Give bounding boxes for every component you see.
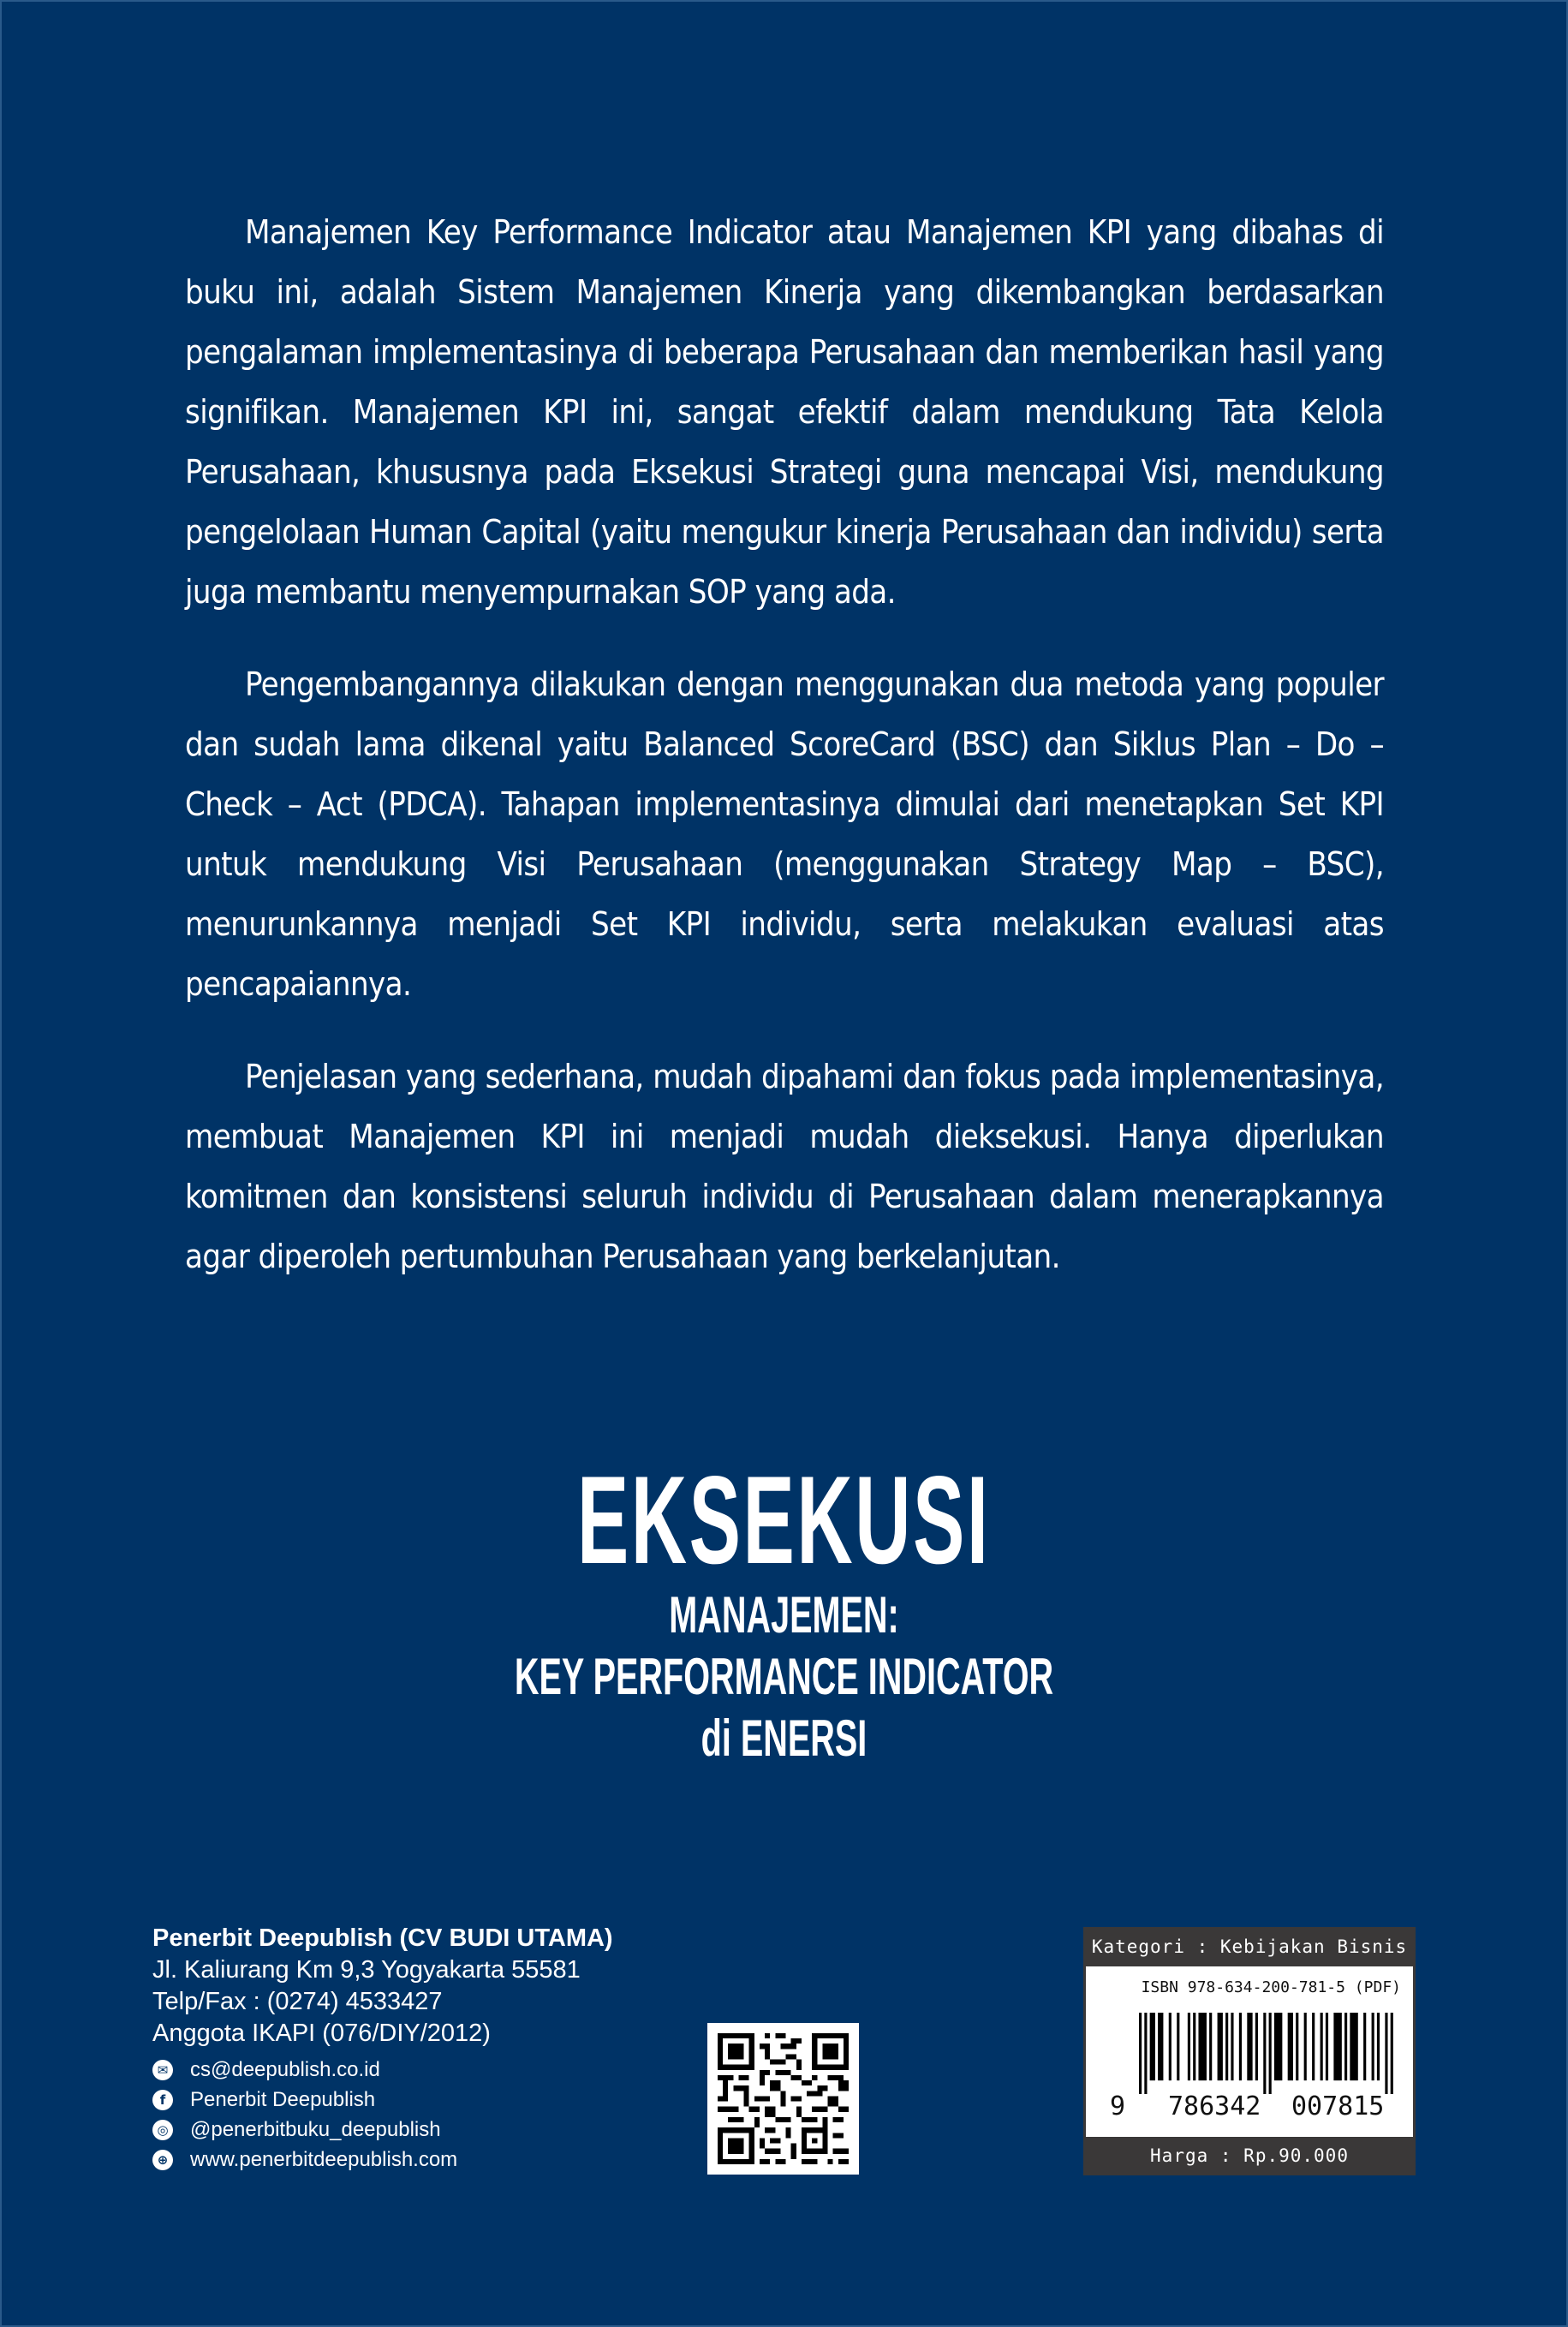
barcode-digit-first: 9 bbox=[1110, 2091, 1126, 2121]
contact-instagram[interactable] bbox=[152, 2115, 613, 2145]
barcode-icon bbox=[1139, 2013, 1396, 2094]
contact-facebook-text: Penerbit Deepublish bbox=[190, 2087, 376, 2111]
category-label: Kategori : Kebijakan Bisnis bbox=[1091, 1936, 1408, 1957]
instagram-icon: ◎ bbox=[152, 2120, 173, 2140]
qr-code[interactable] bbox=[707, 2023, 859, 2175]
publisher-membership: Anggota IKAPI (076/DIY/2012) bbox=[152, 2020, 491, 2047]
contact-website-text: www.penerbitdeepublish.com bbox=[190, 2147, 458, 2171]
back-cover-blurb bbox=[185, 202, 1384, 1319]
blurb-paragraph-2: Pengembangannya dilakukan dengan menggunakan dua metoda yang populer dan sudah lama dikenal yaitu Balanced ScoreCard (BSC) dan Siklus Plan – Do – Check – Act (PDCA). Tahapan implementasinya dimulai dari menetapkan Set KPI untuk mendukung Visi Perusahaan (menggunakan Strategy Map – BSC), menurunkannya menjadi Set KPI individu, serta melakukan evaluasi atas pencapaiannya. bbox=[185, 665, 1384, 1003]
title-line-3: KEY PERFORMANCE INDICATOR bbox=[514, 1648, 1054, 1705]
title-line-4: di ENERSI bbox=[701, 1709, 867, 1767]
contact-website[interactable] bbox=[152, 2145, 613, 2175]
facebook-icon: f bbox=[152, 2090, 173, 2110]
publisher-address: Jl. Kaliurang Km 9,3 Yogyakarta 55581 bbox=[152, 1956, 581, 1984]
title-line-2: MANAJEMEN: bbox=[669, 1586, 899, 1644]
blurb-paragraph-1: Manajemen Key Performance Indicator atau Manajemen KPI yang dibahas di buku ini, adalah Sistem Manajemen Kinerja yang dikembangkan berdasarkan pengalaman implementasinya di beberapa Perusahaan dan memberikan hasil yang signifikan. Manajemen KPI ini, sangat efektif dalam mendukung Tata Kelola Perusahaan, khususnya pada Eksekusi Strategi guna mencapai Visi, mendukung pengelolaan Human Capital (yaitu mengukur kinerja Perusahaan dan individu) serta juga membantu menyempurnakan SOP yang ada. bbox=[185, 213, 1384, 611]
qr-code-icon bbox=[718, 2033, 849, 2164]
barcode-digits-left: 786342 bbox=[1168, 2091, 1261, 2121]
email-icon: ✉ bbox=[152, 2060, 173, 2080]
contact-email[interactable] bbox=[152, 2055, 613, 2085]
blurb-paragraph-3: Penjelasan yang sederhana, mudah dipahami dan fokus pada implementasinya, membuat Manajemen KPI ini menjadi mudah dieksekusi. Hanya diperlukan komitmen dan konsistensi seluruh individu di Perusahaan dalam menerapkannya agar diperoleh pertumbuhan Perusahaan yang berkelanjutan. bbox=[185, 1058, 1384, 1275]
book-title bbox=[0, 1450, 1568, 1769]
contact-instagram-text: @penerbitbuku_deepublish bbox=[190, 2117, 441, 2141]
publisher-name: Penerbit Deepublish (CV BUDI UTAMA) bbox=[152, 1924, 613, 1952]
publisher-info bbox=[152, 1923, 613, 2175]
isbn-barcode-label bbox=[1083, 1927, 1416, 2175]
contact-facebook[interactable] bbox=[152, 2085, 613, 2115]
publisher-phone: Telp/Fax : (0274) 4533427 bbox=[152, 1988, 443, 2015]
barcode-digits-right: 007815 bbox=[1291, 2091, 1385, 2121]
globe-icon: ⊕ bbox=[152, 2150, 173, 2170]
barcode-area bbox=[1086, 1966, 1413, 2137]
contact-email-text: cs@deepublish.co.id bbox=[190, 2057, 380, 2081]
publisher-contacts bbox=[152, 2055, 613, 2175]
isbn-number: ISBN 978-634-200-781-5 (PDF) bbox=[1141, 1978, 1401, 1996]
price-label: Harga : Rp.90.000 bbox=[1150, 2145, 1349, 2166]
title-main: EKSEKUSI bbox=[577, 1450, 991, 1590]
